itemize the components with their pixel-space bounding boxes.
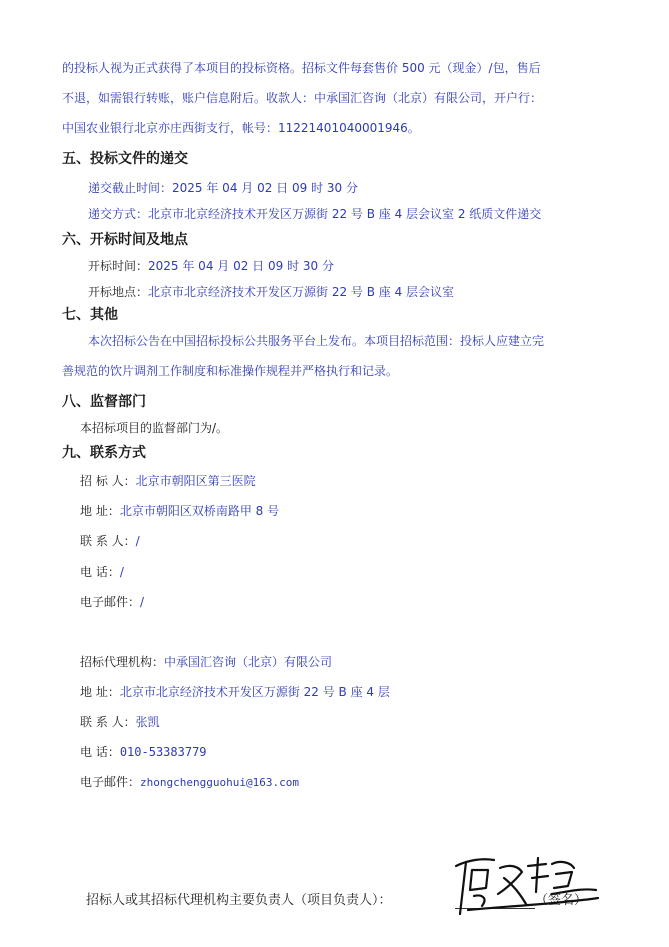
tenderer-address-value: 北京市朝阳区双桥南路甲 8 号	[119, 504, 280, 518]
agency-contact-label: 联 系 人：	[80, 715, 136, 729]
agency-address-value: 北京市北京经济技术开发区万源街 22 号 B 座 4 层	[119, 685, 390, 699]
section7-line2: 善规范的饮片调剂工作制度和标准操作规程并严格执行和记录。	[62, 364, 399, 378]
tenderer-email-label: 电子邮件：	[80, 595, 141, 609]
open-time-value: 2025 年 04 月 02 日 09 时 30 分	[148, 259, 334, 273]
tenderer-contact-value: /	[135, 534, 140, 548]
section8-line1: 本招标项目的监督部门为/。	[80, 421, 229, 435]
agency-value: 中承国汇咨询（北京）有限公司	[164, 655, 333, 669]
tenderer-email-value: /	[140, 595, 145, 609]
handwritten-signature	[448, 848, 608, 918]
tenderer-address-row	[80, 503, 279, 519]
section7-line1: 本次招标公告在中国招标投标公共服务平台上发布。本项目招标范围：投标人应建立完	[88, 334, 545, 348]
tenderer-label: 招 标 人：	[80, 474, 136, 488]
section5-title: 五、投标文件的递交	[62, 151, 188, 167]
signature-label: 招标人或其招标代理机构主要负责人（项目负责人）：	[86, 893, 392, 908]
tenderer-email-row	[80, 594, 144, 610]
tenderer-phone-value: /	[119, 565, 124, 579]
para4-line1: 的投标人视为正式获得了本项目的投标资格。招标文件每套售价 500 元（现金）/包，售后	[62, 61, 541, 75]
agency-phone-value: 010-53383779	[119, 745, 207, 759]
open-place-value: 北京市北京经济技术开发区万源街 22 号 B 座 4 层会议室	[148, 285, 455, 299]
agency-phone-label: 电 话：	[80, 745, 120, 759]
tenderer-contact-label: 联 系 人：	[80, 534, 136, 548]
deadline-label: 递交截止时间：	[88, 181, 173, 195]
section5-deadline	[88, 180, 358, 196]
tenderer-value: 北京市朝阳区第三医院	[135, 474, 256, 488]
agency-email-row	[80, 774, 299, 791]
agency-contact-value: 张凯	[135, 715, 160, 729]
tenderer-row	[80, 473, 256, 489]
tenderer-phone-row	[80, 564, 124, 580]
open-time-label: 开标时间：	[88, 259, 149, 273]
section7-title: 七、其他	[62, 307, 118, 323]
agency-contact-row	[80, 714, 160, 730]
section6-place	[88, 284, 454, 300]
method-value: 北京市北京经济技术开发区万源街 22 号 B 座 4 层会议室 2 纸质文件递交	[148, 207, 542, 221]
section6-time	[88, 258, 334, 274]
section5-method	[88, 206, 541, 222]
para4-line2: 不退，如需银行转账，账户信息附后。收款人：中承国汇咨询（北京）有限公司，开户行：	[62, 91, 543, 105]
agency-label: 招标代理机构：	[80, 655, 165, 669]
section6-title: 六、开标时间及地点	[62, 232, 188, 248]
method-label: 递交方式：	[88, 207, 149, 221]
agency-email-label: 电子邮件：	[80, 775, 141, 789]
deadline-value: 2025 年 04 月 02 日 09 时 30 分	[172, 181, 358, 195]
section9-title: 九、联系方式	[62, 445, 146, 461]
tenderer-phone-label: 电 话：	[80, 565, 120, 579]
signature-suffix: （签名）	[535, 893, 588, 908]
tenderer-address-label: 地 址：	[80, 504, 120, 518]
para4-line3: 中国农业银行北京亦庄西街支行，帐号：11221401040001946。	[62, 121, 420, 135]
section8-title: 八、监督部门	[62, 394, 146, 410]
agency-address-row	[80, 684, 390, 700]
agency-row	[80, 654, 332, 670]
open-place-label: 开标地点：	[88, 285, 149, 299]
agency-phone-row	[80, 744, 207, 760]
agency-email-value: zhongchengguohui@163.com	[140, 776, 299, 789]
tenderer-contact-row	[80, 533, 140, 549]
agency-address-label: 地 址：	[80, 685, 120, 699]
